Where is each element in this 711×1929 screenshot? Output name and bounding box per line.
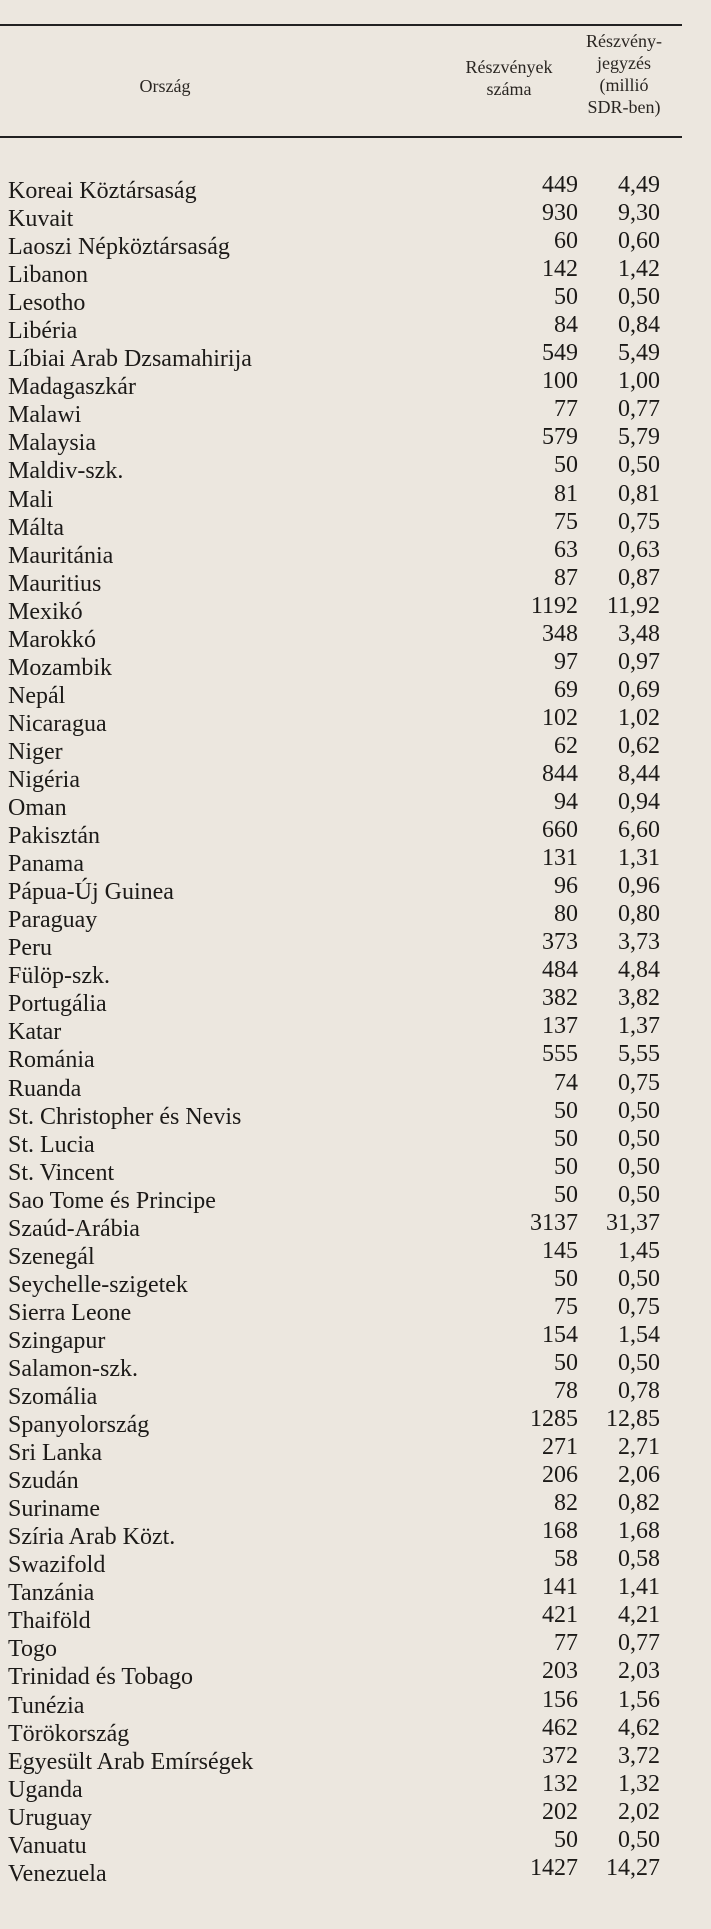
- table-row: [0, 424, 700, 457]
- share-quota: 0,97: [618, 648, 660, 675]
- country-name: Szenegál: [8, 1243, 95, 1270]
- table-row: [0, 789, 700, 822]
- share-count: 81: [554, 480, 578, 507]
- share-quota: 3,82: [618, 985, 660, 1012]
- share-count: 579: [542, 424, 578, 451]
- country-name: Lesotho: [8, 290, 86, 317]
- table-row: [0, 676, 700, 709]
- table-row: [0, 1798, 700, 1831]
- table-row: [0, 1153, 700, 1186]
- share-count: 94: [554, 789, 578, 816]
- country-name: Kuvait: [8, 206, 74, 233]
- share-count: 421: [542, 1602, 578, 1629]
- share-quota: 12,85: [606, 1406, 660, 1433]
- table-row: [0, 817, 700, 850]
- country-name: Venezuela: [8, 1860, 107, 1887]
- share-count: 1192: [530, 592, 578, 619]
- table-row: [0, 648, 700, 681]
- share-count: 87: [554, 564, 578, 591]
- share-count: 82: [554, 1490, 578, 1517]
- table-row: [0, 480, 700, 513]
- table-row: [0, 704, 700, 737]
- table-row: [0, 901, 700, 934]
- share-quota: 0,62: [618, 732, 660, 759]
- share-quota: 0,50: [618, 284, 660, 311]
- country-name: Mauritánia: [8, 542, 114, 569]
- share-quota: 0,80: [618, 901, 660, 928]
- country-name: Mauritius: [8, 570, 102, 597]
- table-row: [0, 1069, 700, 1102]
- table-row: [0, 1490, 700, 1523]
- table-row: [0, 1293, 700, 1326]
- table-row: [0, 929, 700, 962]
- share-count: 206: [542, 1462, 578, 1489]
- share-quota: 0,58: [618, 1546, 660, 1573]
- country-name: St. Lucia: [8, 1131, 95, 1158]
- share-count: 102: [542, 704, 578, 731]
- share-quota: 31,37: [606, 1209, 660, 1236]
- country-name: Románia: [8, 1047, 95, 1074]
- table-row: [0, 1602, 700, 1635]
- share-quota: 2,71: [618, 1434, 660, 1461]
- country-name: Marokkó: [8, 626, 96, 653]
- country-name: Koreai Köztársaság: [8, 178, 197, 204]
- table-row: [0, 1209, 700, 1242]
- table-row: [0, 312, 700, 345]
- country-name: Salamon-szk.: [8, 1355, 138, 1382]
- share-quota: 1,54: [618, 1321, 660, 1348]
- country-name: Szíria Arab Közt.: [8, 1524, 176, 1551]
- table-row: [0, 1097, 700, 1130]
- share-count: 156: [542, 1686, 578, 1713]
- share-count: 84: [554, 312, 578, 339]
- table-row: [0, 564, 700, 597]
- share-quota: 0,63: [618, 536, 660, 563]
- country-name: Madagaszkár: [8, 374, 136, 401]
- share-quota: 0,81: [618, 480, 660, 507]
- share-count: 74: [554, 1069, 578, 1096]
- table-row: [0, 845, 700, 878]
- table-row: [0, 1237, 700, 1270]
- share-count: 50: [554, 1265, 578, 1292]
- country-name: Pakisztán: [8, 823, 100, 850]
- share-quota: 6,60: [618, 817, 660, 844]
- table-row: [0, 1630, 700, 1663]
- share-quota: 1,56: [618, 1686, 660, 1713]
- share-quota: 8,44: [618, 760, 660, 787]
- share-count: 75: [554, 1293, 578, 1320]
- table-row: [0, 732, 700, 765]
- table-row: [0, 1658, 700, 1691]
- table-row: [0, 172, 700, 204]
- share-count: 78: [554, 1378, 578, 1405]
- table-row: [0, 873, 700, 906]
- table-row: [0, 1714, 700, 1747]
- share-quota: 9,30: [618, 200, 660, 227]
- share-count: 131: [542, 845, 578, 872]
- share-count: 154: [542, 1321, 578, 1348]
- share-count: 50: [554, 1826, 578, 1853]
- share-count: 50: [554, 1153, 578, 1180]
- country-name: Szingapur: [8, 1327, 106, 1354]
- table-row: [0, 985, 700, 1018]
- share-count: 77: [554, 1630, 578, 1657]
- table-row: [0, 957, 700, 990]
- share-count: 50: [554, 1181, 578, 1208]
- table-row: [0, 508, 700, 541]
- country-name: Vanuatu: [8, 1832, 87, 1859]
- table-row: [0, 1434, 700, 1467]
- share-quota: 1,68: [618, 1518, 660, 1545]
- country-name: St. Christopher és Nevis: [8, 1103, 242, 1130]
- country-name: Sierra Leone: [8, 1299, 132, 1326]
- share-count: 50: [554, 284, 578, 311]
- share-count: 549: [542, 340, 578, 367]
- share-quota: 4,62: [618, 1714, 660, 1741]
- table-row: [0, 452, 700, 485]
- country-name: Libanon: [8, 262, 88, 289]
- country-table: [0, 172, 700, 1887]
- country-name: Tunézia: [8, 1692, 85, 1719]
- share-count: 145: [542, 1237, 578, 1264]
- table-row: [0, 536, 700, 569]
- share-count: 63: [554, 536, 578, 563]
- share-count: 50: [554, 1097, 578, 1124]
- table-row: [0, 1546, 700, 1579]
- country-name: Szaúd-Arábia: [8, 1215, 140, 1242]
- country-name: Paraguay: [8, 907, 98, 934]
- share-quota: 1,00: [618, 368, 660, 395]
- column-header-shares: Részvények száma: [465, 57, 553, 99]
- column-header-country: Ország: [139, 76, 191, 96]
- table-row: [0, 256, 700, 289]
- country-name: Portugália: [8, 991, 107, 1018]
- table-row: [0, 284, 700, 317]
- share-quota: 0,78: [618, 1378, 660, 1405]
- share-quota: 11,92: [606, 592, 660, 619]
- country-name: Tanzánia: [8, 1580, 95, 1607]
- share-quota: 3,48: [618, 620, 660, 647]
- share-quota: 5,49: [618, 340, 660, 367]
- share-quota: 2,03: [618, 1658, 660, 1685]
- share-count: 844: [542, 760, 578, 787]
- table-row: [0, 1349, 700, 1382]
- country-name: Peru: [8, 935, 52, 962]
- share-count: 168: [542, 1518, 578, 1545]
- share-count: 462: [542, 1714, 578, 1741]
- country-name: Mexikó: [8, 598, 83, 625]
- share-quota: 4,21: [618, 1602, 660, 1629]
- country-name: Panama: [8, 851, 84, 878]
- share-quota: 1,37: [618, 1013, 660, 1040]
- table-row: [0, 228, 700, 261]
- share-quota: 3,73: [618, 929, 660, 956]
- share-quota: 0,69: [618, 676, 660, 703]
- country-name: Malaysia: [8, 430, 96, 457]
- share-count: 80: [554, 901, 578, 928]
- share-count: 3137: [530, 1209, 578, 1236]
- table-row: [0, 1826, 700, 1859]
- country-name: Maldiv-szk.: [8, 458, 124, 485]
- country-name: Seychelle-szigetek: [8, 1271, 188, 1298]
- share-quota: 0,75: [618, 1293, 660, 1320]
- table-row: [0, 1742, 700, 1775]
- table-row: [0, 368, 700, 401]
- share-quota: 3,72: [618, 1742, 660, 1769]
- country-name: Törökország: [8, 1720, 130, 1747]
- share-quota: 2,02: [618, 1798, 660, 1825]
- country-name: Niger: [8, 738, 63, 765]
- share-quota: 0,94: [618, 789, 660, 816]
- country-name: Katar: [8, 1019, 62, 1046]
- share-quota: 0,50: [618, 1097, 660, 1124]
- share-count: 97: [554, 648, 578, 675]
- share-count: 203: [542, 1658, 578, 1685]
- country-name: Fülöp-szk.: [8, 963, 110, 990]
- country-name: Mozambik: [8, 654, 112, 681]
- share-quota: 0,77: [618, 396, 660, 423]
- table-row: [0, 396, 700, 429]
- share-quota: 0,50: [618, 1125, 660, 1152]
- share-count: 50: [554, 452, 578, 479]
- share-quota: 4,84: [618, 957, 660, 984]
- country-name: Thaiföld: [8, 1608, 91, 1635]
- country-name: Szomália: [8, 1384, 98, 1411]
- country-name: Togo: [8, 1636, 57, 1663]
- table-row: [0, 1770, 700, 1803]
- share-quota: 0,77: [618, 1630, 660, 1657]
- country-name: Szudán: [8, 1468, 79, 1495]
- share-count: 449: [542, 172, 578, 198]
- share-count: 1427: [530, 1854, 578, 1881]
- share-quota: 0,50: [618, 452, 660, 479]
- share-count: 132: [542, 1770, 578, 1797]
- share-count: 1285: [530, 1406, 578, 1433]
- country-name: Malawi: [8, 402, 82, 429]
- share-quota: 4,49: [618, 172, 660, 198]
- country-name: Egyesült Arab Emírségek: [8, 1748, 254, 1775]
- country-name: Sri Lanka: [8, 1440, 102, 1467]
- country-name: Trinidad és Tobago: [8, 1664, 193, 1691]
- table-row: [0, 1574, 700, 1607]
- share-count: 60: [554, 228, 578, 255]
- share-quota: 0,50: [618, 1826, 660, 1853]
- country-name: Laoszi Népköztársaság: [8, 234, 230, 261]
- share-count: 96: [554, 873, 578, 900]
- country-name: Spanyolország: [8, 1412, 150, 1439]
- share-quota: 1,41: [618, 1574, 660, 1601]
- share-quota: 0,50: [618, 1153, 660, 1180]
- share-quota: 5,79: [618, 424, 660, 451]
- share-quota: 1,02: [618, 704, 660, 731]
- share-count: 58: [554, 1546, 578, 1573]
- share-quota: 5,55: [618, 1041, 660, 1068]
- share-quota: 1,32: [618, 1770, 660, 1797]
- table-row: [0, 592, 700, 625]
- share-count: 348: [542, 620, 578, 647]
- table-row: [0, 620, 700, 653]
- country-name: Málta: [8, 514, 64, 541]
- share-count: 382: [542, 985, 578, 1012]
- share-quota: 0,87: [618, 564, 660, 591]
- share-quota: 1,45: [618, 1237, 660, 1264]
- share-quota: 0,96: [618, 873, 660, 900]
- country-name: Nicaragua: [8, 710, 107, 737]
- table-row: [0, 1321, 700, 1354]
- share-quota: 0,60: [618, 228, 660, 255]
- column-header-quota: Részvény- jegyzés (millió SDR-ben): [586, 31, 662, 117]
- share-count: 142: [542, 256, 578, 283]
- table-row: [0, 1125, 700, 1158]
- share-count: 62: [554, 732, 578, 759]
- table-row: [0, 1265, 700, 1298]
- share-count: 100: [542, 368, 578, 395]
- share-quota: 1,42: [618, 256, 660, 283]
- share-count: 484: [542, 957, 578, 984]
- country-name: Ruanda: [8, 1075, 82, 1102]
- share-quota: 0,50: [618, 1181, 660, 1208]
- country-name: Mali: [8, 486, 54, 513]
- country-name: Nepál: [8, 682, 66, 709]
- share-count: 930: [542, 200, 578, 227]
- share-count: 137: [542, 1013, 578, 1040]
- country-name: Nigéria: [8, 766, 80, 793]
- share-quota: 0,75: [618, 508, 660, 535]
- header-top-rule: [0, 24, 682, 26]
- country-name: St. Vincent: [8, 1159, 115, 1186]
- table-row: [0, 1181, 700, 1214]
- country-name: Suriname: [8, 1496, 100, 1523]
- share-quota: 0,50: [618, 1349, 660, 1376]
- share-count: 373: [542, 929, 578, 956]
- table-row: [0, 1518, 700, 1551]
- table-row: [0, 1462, 700, 1495]
- table-row: [0, 760, 700, 793]
- table-row: [0, 340, 700, 373]
- country-name: Líbiai Arab Dzsamahirija: [8, 346, 252, 373]
- table-row: [0, 1378, 700, 1411]
- share-count: 202: [542, 1798, 578, 1825]
- country-name: Uganda: [8, 1776, 83, 1803]
- share-count: 271: [542, 1434, 578, 1461]
- table-row: [0, 1406, 700, 1439]
- share-count: 77: [554, 396, 578, 423]
- share-quota: 0,82: [618, 1490, 660, 1517]
- share-quota: 2,06: [618, 1462, 660, 1489]
- share-count: 660: [542, 817, 578, 844]
- country-name: Uruguay: [8, 1804, 92, 1831]
- share-count: 141: [542, 1574, 578, 1601]
- country-name: Sao Tome és Principe: [8, 1187, 216, 1214]
- table-row: [0, 1041, 700, 1074]
- share-count: 50: [554, 1125, 578, 1152]
- country-name: Libéria: [8, 318, 78, 345]
- table-row: [0, 1854, 700, 1887]
- share-count: 69: [554, 676, 578, 703]
- share-count: 555: [542, 1041, 578, 1068]
- share-count: 75: [554, 508, 578, 535]
- share-quota: 0,50: [618, 1265, 660, 1292]
- table-row: [0, 1686, 700, 1719]
- header-bottom-rule: [0, 136, 682, 138]
- country-name: Pápua-Új Guinea: [8, 879, 174, 906]
- table-row: [0, 1013, 700, 1046]
- country-name: Swazifold: [8, 1552, 106, 1579]
- share-quota: 1,31: [618, 845, 660, 872]
- share-quota: 0,84: [618, 312, 660, 339]
- share-count: 50: [554, 1349, 578, 1376]
- country-name: Oman: [8, 795, 67, 822]
- share-quota: 0,75: [618, 1069, 660, 1096]
- share-count: 372: [542, 1742, 578, 1769]
- table-row: [0, 200, 700, 233]
- share-quota: 14,27: [606, 1854, 660, 1881]
